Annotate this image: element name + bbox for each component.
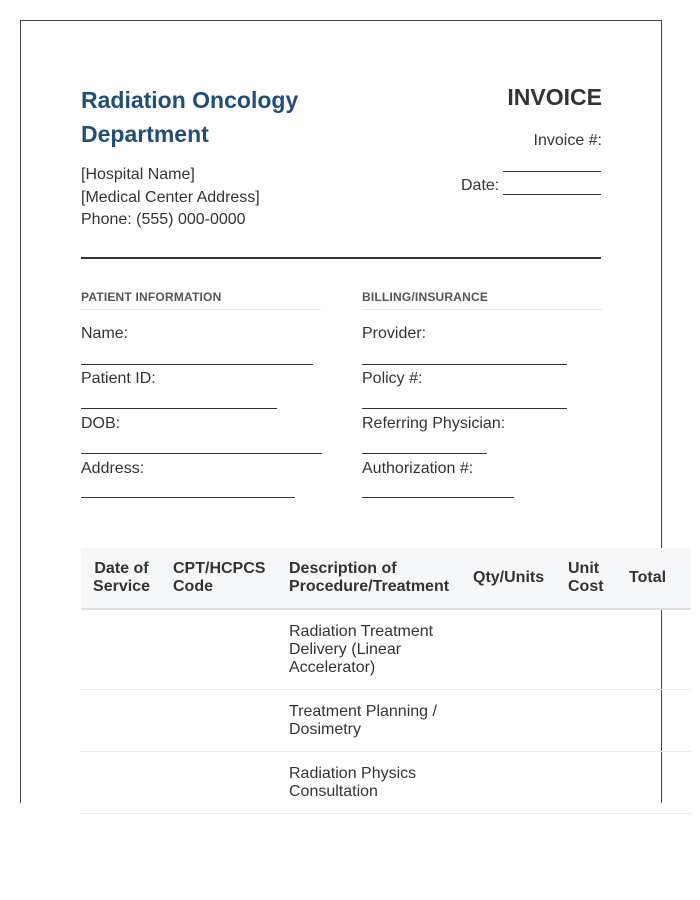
cell-code[interactable]	[162, 690, 278, 752]
patient-section-title: PATIENT INFORMATION	[81, 290, 321, 310]
cell-date[interactable]	[81, 609, 162, 690]
header-divider	[81, 257, 601, 259]
table-row	[81, 690, 691, 752]
patient-dob-field[interactable]	[81, 453, 322, 454]
col-description: Description of Procedure/Treatment	[278, 548, 462, 609]
hospital-phone: Phone: (555) 000-0000	[81, 211, 246, 228]
policy-label: Policy #:	[362, 370, 423, 387]
patient-address-field[interactable]	[81, 497, 295, 498]
hospital-name: [Hospital Name]	[81, 166, 195, 183]
table-header-row	[81, 548, 691, 609]
referring-physician-field[interactable]	[362, 453, 487, 454]
cell-total[interactable]	[618, 752, 691, 814]
patient-address-label: Address:	[81, 460, 145, 477]
cell-total[interactable]	[618, 690, 691, 752]
hospital-info	[81, 164, 260, 232]
cell-total[interactable]	[618, 609, 691, 690]
cell-unit-cost[interactable]	[557, 609, 618, 690]
cell-unit-cost[interactable]	[557, 752, 618, 814]
invoice-number-field[interactable]	[503, 171, 601, 172]
col-total: Total	[618, 548, 691, 609]
invoice-page	[20, 20, 667, 803]
cell-description: Radiation Treatment Delivery (Linear Accelerator)	[278, 609, 462, 690]
invoice-number-label: Invoice #:	[533, 132, 602, 149]
authorization-label: Authorization #:	[362, 460, 474, 477]
date-field[interactable]	[503, 194, 601, 195]
billing-section-title: BILLING/INSURANCE	[362, 290, 602, 310]
hospital-address: [Medical Center Address]	[81, 188, 260, 206]
cell-code[interactable]	[162, 609, 278, 690]
patient-id-label: Patient ID:	[81, 370, 156, 387]
cell-date[interactable]	[81, 752, 162, 814]
provider-label: Provider:	[362, 325, 427, 342]
patient-name-field[interactable]	[81, 364, 313, 365]
policy-field[interactable]	[362, 408, 567, 409]
col-qty-units: Qty/Units	[462, 548, 557, 609]
patient-name-label: Name:	[81, 325, 129, 342]
cell-code[interactable]	[162, 752, 278, 814]
services-table	[81, 548, 691, 814]
cell-qty[interactable]	[462, 609, 557, 690]
date-label: Date:	[461, 177, 500, 194]
col-date-of-service: Date of Service	[81, 548, 162, 609]
cell-description: Radiation Physics Consultation	[278, 752, 462, 814]
table-row	[81, 752, 691, 814]
cell-qty[interactable]	[462, 690, 557, 752]
cell-date[interactable]	[81, 690, 162, 752]
patient-dob-label: DOB:	[81, 415, 121, 432]
authorization-field[interactable]	[362, 497, 514, 498]
patient-id-field[interactable]	[81, 408, 277, 409]
department-title: Radiation Oncology Department	[81, 87, 299, 147]
invoice-title: INVOICE	[507, 84, 602, 110]
col-cpt-code: CPT/HCPCS Code	[162, 548, 278, 609]
cell-qty[interactable]	[462, 752, 557, 814]
table-row	[81, 609, 691, 690]
referring-physician-label: Referring Physician:	[362, 415, 506, 432]
cell-unit-cost[interactable]	[557, 690, 618, 752]
cell-description: Treatment Planning / Dosimetry	[278, 690, 462, 752]
provider-field[interactable]	[362, 364, 567, 365]
col-unit-cost: Unit Cost	[557, 548, 618, 609]
